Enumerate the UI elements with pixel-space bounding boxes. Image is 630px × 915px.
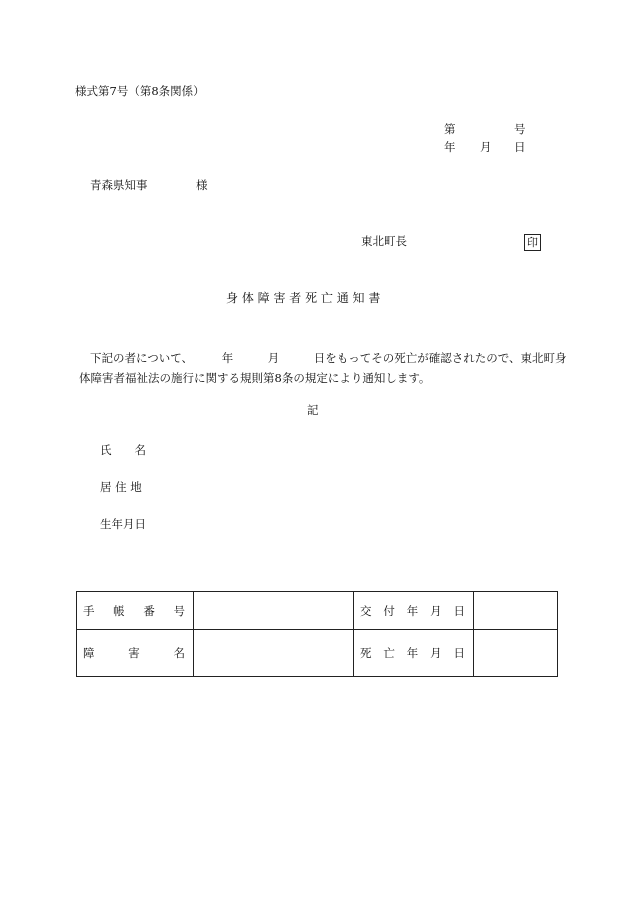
- label-char: 号: [173, 603, 185, 618]
- label-char: 害: [128, 646, 140, 660]
- label-char: 番: [143, 603, 155, 618]
- field-address-label: 居 住 地: [100, 480, 142, 494]
- table-row: [77, 630, 558, 677]
- body-paragraph: [79, 348, 567, 388]
- disability-name-value[interactable]: [194, 630, 354, 677]
- document-title: 身 体 障 害 者 死 亡 通 知 書: [226, 291, 381, 305]
- ki-heading: 記: [307, 403, 319, 417]
- label-char: 交: [360, 603, 372, 618]
- death-date-label: [354, 630, 474, 677]
- date-day: 日: [514, 140, 526, 154]
- doc-number-go: 号: [514, 122, 526, 136]
- label-char: 帳: [113, 603, 125, 618]
- label-char: 年: [406, 646, 419, 660]
- label-char: 日: [453, 646, 465, 660]
- seal-mark: 印: [524, 234, 541, 251]
- label-char: 年: [406, 603, 419, 618]
- label-char: 手: [83, 603, 95, 618]
- date-month: 月: [480, 140, 492, 154]
- label-char: 月: [430, 646, 442, 660]
- doc-number-dai: 第: [444, 122, 456, 136]
- label-char: 障: [83, 646, 95, 660]
- info-table: [76, 591, 558, 677]
- form-id: 様式第7号（第8条関係）: [75, 84, 205, 98]
- techo-number-label: [77, 592, 194, 630]
- issue-date-label: [354, 592, 474, 630]
- label-char: 付: [383, 603, 395, 618]
- body-line-2: 体障害者福祉法の施行に関する規則第8条の規定により通知します。: [79, 371, 431, 385]
- addressee-honorific: 様: [196, 178, 208, 192]
- label-char: 日: [453, 603, 465, 618]
- label-char: 月: [430, 603, 442, 618]
- label-char: 名: [173, 646, 185, 660]
- body-line-1: 下記の者について、 年 月 日をもってその死亡が確認されたので、東北町身: [90, 351, 567, 365]
- date-year: 年: [444, 140, 456, 154]
- label-char: 死: [360, 646, 372, 660]
- death-date-value[interactable]: [474, 630, 558, 677]
- issue-date-value[interactable]: [474, 592, 558, 630]
- field-name-label: 氏 名: [100, 443, 146, 457]
- disability-name-label: [77, 630, 194, 677]
- techo-number-value[interactable]: [194, 592, 354, 630]
- label-char: 亡: [383, 646, 395, 660]
- sender-name: 東北町長: [361, 234, 407, 248]
- table-row: [77, 592, 558, 630]
- addressee-name: 青森県知事: [90, 178, 148, 192]
- field-birthdate-label: 生年月日: [100, 517, 146, 531]
